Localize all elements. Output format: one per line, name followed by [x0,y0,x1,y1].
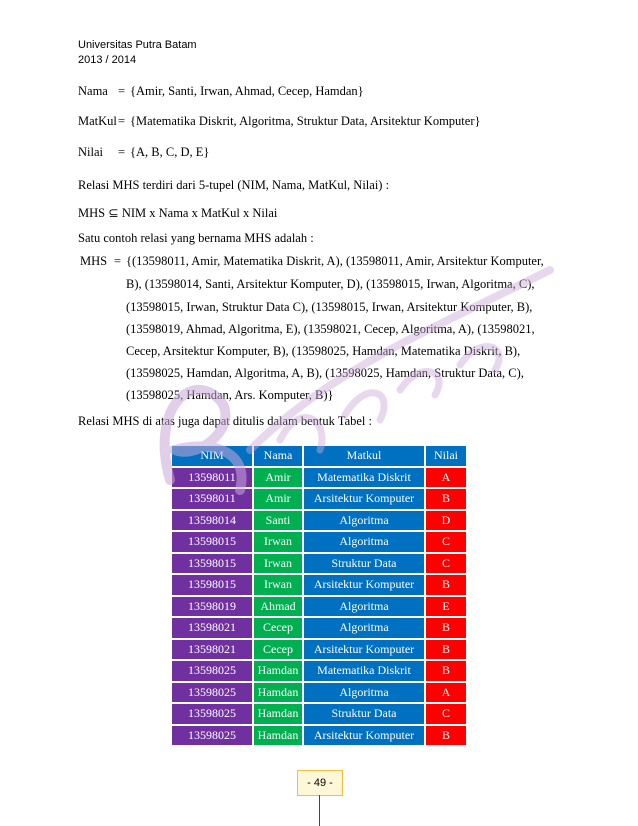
cell-nim: 13598021 [172,640,252,660]
cell-nama: Ahmad [254,597,302,617]
cell-nim: 13598025 [172,661,252,681]
table-row [172,532,466,552]
cell-nilai: C [426,554,466,574]
table-header-row [172,446,466,466]
cell-nama: Hamdan [254,726,302,746]
cell-nama: Cecep [254,618,302,638]
cell-matkul: Matematika Diskrit [304,468,424,488]
set-nama: Nama = {Amir, Santi, Irwan, Ahmad, Cecep, Hamdan} [78,84,364,98]
cell-matkul: Arsitektur Komputer [304,640,424,660]
cell-nama: Cecep [254,640,302,660]
cell-nama: Amir [254,468,302,488]
cell-matkul: Arsitektur Komputer [304,575,424,595]
header-institution: Universitas Putra Batam [78,39,197,51]
mhs-line: Cecep, Arsitektur Komputer, B), (13598025, Hamdan, Matematika Diskrit, B), [126,344,521,358]
table-row [172,489,466,509]
table-row [172,726,466,746]
page-number-rule [319,795,320,826]
table-row [172,704,466,724]
header-nama: Nama [254,446,302,466]
cell-nim: 13598019 [172,597,252,617]
table-row [172,575,466,595]
cell-nim: 13598025 [172,704,252,724]
set-nilai: Nilai = {A, B, C, D, E} [78,145,210,159]
cell-nilai: B [426,661,466,681]
cell-nama: Hamdan [254,704,302,724]
cell-nama: Irwan [254,532,302,552]
cell-nilai: C [426,532,466,552]
cell-nama: Irwan [254,575,302,595]
cell-nama: Hamdan [254,661,302,681]
paragraph-subset: MHS ⊆ NIM x Nama x MatKul x Nilai [78,206,278,220]
cell-matkul: Algoritma [304,597,424,617]
mhs-table [170,444,468,747]
cell-nama: Santi [254,511,302,531]
cell-nim: 13598021 [172,618,252,638]
cell-matkul: Algoritma [304,618,424,638]
cell-nilai: B [426,489,466,509]
cell-matkul: Struktur Data [304,554,424,574]
cell-nama: Irwan [254,554,302,574]
cell-nama: Hamdan [254,683,302,703]
cell-matkul: Algoritma [304,683,424,703]
page-number: - 49 - [297,770,343,796]
paragraph-tuple: Relasi MHS terdiri dari 5-tupel (NIM, Nama, MatKul, Nilai) : [78,178,390,192]
mhs-line: (13598025, Hamdan, Algoritma, A, B), (13598025, Hamdan, Struktur Data, C), [126,366,524,380]
cell-matkul: Algoritma [304,511,424,531]
paragraph-table-intro: Relasi MHS di atas juga dapat ditulis dalam bentuk Tabel : [78,414,372,428]
cell-nim: 13598015 [172,554,252,574]
table-row [172,597,466,617]
cell-nim: 13598025 [172,683,252,703]
mhs-line: {(13598011, Amir, Matematika Diskrit, A), (13598011, Amir, Arsitektur Komputer, [126,254,544,268]
paragraph-example: Satu contoh relasi yang bernama MHS adalah : [78,231,314,245]
table-row [172,618,466,638]
table-row [172,511,466,531]
set-matkul: MatKul= {Matematika Diskrit, Algoritma, Struktur Data, Arsitektur Komputer} [78,114,481,128]
cell-nilai: B [426,575,466,595]
table-row [172,468,466,488]
cell-matkul: Arsitektur Komputer [304,726,424,746]
header-matkul: Matkul [304,446,424,466]
mhs-label: MHS = [80,254,122,268]
cell-nilai: E [426,597,466,617]
header-year: 2013 / 2014 [78,54,137,66]
cell-nim: 13598025 [172,726,252,746]
mhs-line: (13598025, Hamdan, Ars. Komputer, B)} [126,388,334,402]
table-row [172,554,466,574]
mhs-line: B), (13598014, Santi, Arsitektur Komputer, D), (13598015, Irwan, Algoritma, C), [126,277,535,291]
table-row [172,661,466,681]
cell-matkul: Algoritma [304,532,424,552]
mhs-line: (13598019, Ahmad, Algoritma, E), (13598021, Cecep, Algoritma, A), (13598021, [126,322,535,336]
cell-nama: Amir [254,489,302,509]
cell-nilai: A [426,683,466,703]
cell-nim: 13598011 [172,468,252,488]
cell-nilai: B [426,640,466,660]
cell-matkul: Matematika Diskrit [304,661,424,681]
cell-nim: 13598011 [172,489,252,509]
mhs-line: (13598015, Irwan, Struktur Data C), (13598015, Irwan, Arsitektur Komputer, B), [126,300,533,314]
cell-nim: 13598015 [172,575,252,595]
header-nim: NIM [172,446,252,466]
table-row [172,640,466,660]
cell-matkul: Struktur Data [304,704,424,724]
cell-matkul: Arsitektur Komputer [304,489,424,509]
cell-nim: 13598015 [172,532,252,552]
document-header [78,38,197,68]
cell-nilai: C [426,704,466,724]
table-row [172,683,466,703]
cell-nilai: B [426,726,466,746]
header-nilai: Nilai [426,446,466,466]
cell-nilai: D [426,511,466,531]
cell-nim: 13598014 [172,511,252,531]
cell-nilai: B [426,618,466,638]
cell-nilai: A [426,468,466,488]
